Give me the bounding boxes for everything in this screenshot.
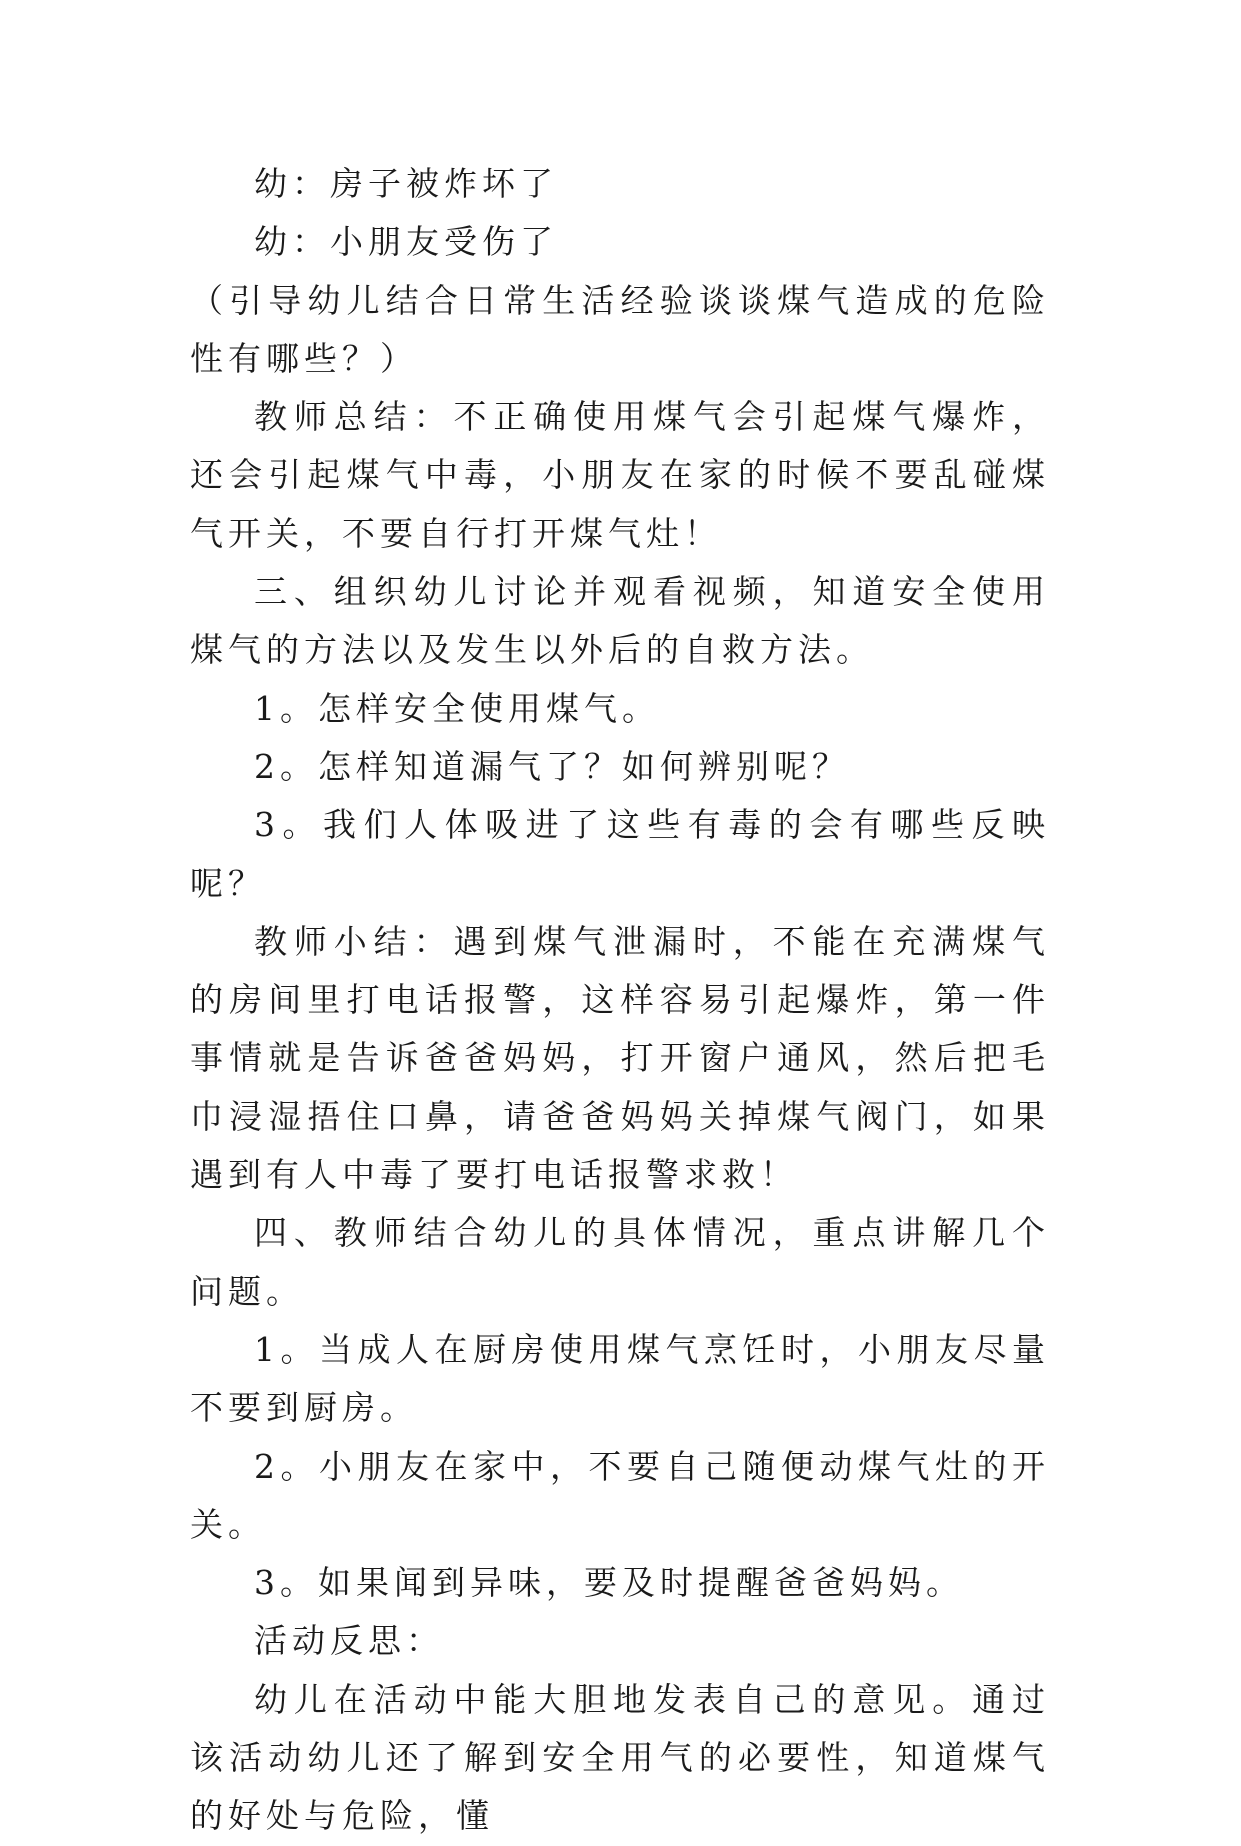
dialogue-line: 幼：小朋友受伤了: [254, 222, 558, 262]
list-item: 2。小朋友在家中，不要自己随便动煤气灶的开关。: [190, 1446, 1050, 1544]
reflection-heading: 活动反思：: [254, 1621, 444, 1661]
guidance-note: （引导幼儿结合日常生活经验谈谈煤气造成的危险性有哪些？）: [190, 280, 1050, 378]
section-heading-3: 三、组织幼儿讨论并观看视频，知道安全使用煤气的方法以及发生以外后的自救方法。: [190, 572, 1050, 670]
teacher-conclusion: 教师小结：遇到煤气泄漏时，不能在充满煤气的房间里打电话报警，这样容易引起爆炸，第一件事情就是告诉爸爸妈妈，打开窗户通风，然后把毛巾浸湿捂住口鼻，请爸爸妈妈关掉煤气阀门，如果遇到有人中毒了要打电话报警求救！: [190, 921, 1050, 1195]
dialogue-line: 幼：房子被炸坏了: [254, 164, 558, 203]
reflection-text: 幼儿在活动中能大胆地发表自己的意见。通过该活动幼儿还了解到安全用气的必要性，知道煤气的好处与危险，懂: [190, 1679, 1050, 1836]
list-item: 1。怎样安全使用煤气。: [254, 688, 660, 728]
list-item: 3。我们人体吸进了这些有毒的会有哪些反映呢？: [190, 805, 1050, 903]
teacher-summary: 教师总结：不正确使用煤气会引起煤气爆炸，还会引起煤气中毒，小朋友在家的时候不要乱碰煤气开关，不要自行打开煤气灶！: [190, 397, 1050, 553]
list-item: 2。怎样知道漏气了？如何辨别呢？: [254, 746, 850, 786]
document-body: [190, 155, 1050, 1846]
list-item: 3。如果闻到异味，要及时提醒爸爸妈妈。: [254, 1563, 964, 1603]
section-heading-4: 四、教师结合幼儿的具体情况，重点讲解几个问题。: [190, 1213, 1050, 1311]
list-item: 1。当成人在厨房使用煤气烹饪时，小朋友尽量不要到厨房。: [190, 1329, 1050, 1428]
